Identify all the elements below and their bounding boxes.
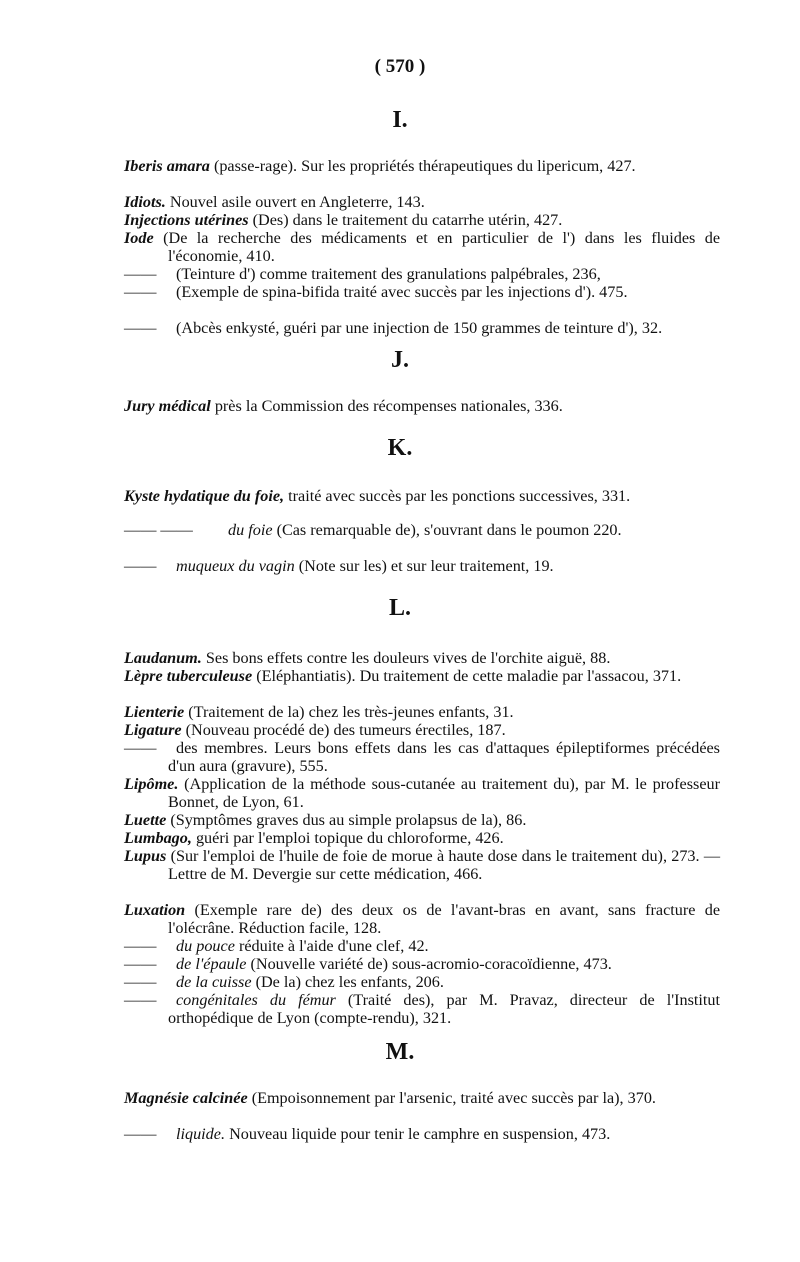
entry-headword: Lupus [124,847,167,865]
section-letter-j: J. [391,347,409,373]
index-entry [124,1126,720,1144]
entry-text: traité avec succès par les ponctions successives, 331. [288,487,631,505]
index-entry [124,830,720,848]
index-entry [124,320,720,338]
index-entry [124,266,720,284]
index-entry [124,704,720,722]
entry-headword: Luette [124,811,167,829]
entry-italic: de l'épaule [176,955,247,973]
entry-text: (Application de la méthode sous-cutanée au traitement du), par M. le professeur Bonnet, de Lyon, 61. [168,775,720,811]
entry-text: (Sur l'emploi de l'huile de foie de morue à haute dose dans le traitement du), 273. — Lettre de M. Devergie sur cette médication, 466. [168,847,721,883]
entry-headword: Ligature [124,721,182,739]
section-letter-l: L. [388,595,411,621]
entry-headword: Lipôme. [124,775,179,793]
entry-text: (De la recherche des médicaments et en particulier de l') dans les fluides de l'économie, 410. [163,229,721,265]
index-entry [124,158,720,176]
index-entry [124,230,720,265]
entry-italic: du pouce [176,937,235,955]
index-entry [124,194,720,212]
entry-text: (Traité des), par M. Pravaz, directeur de l'Institut orthopédique de Lyon (compte-rendu), 321. [168,991,720,1027]
index-entry [124,1090,720,1108]
entry-dash: —— [124,739,157,757]
entry-headword: Laudanum. [124,649,202,667]
index-entry [124,284,720,302]
entry-headword: Kyste hydatique du foie, [124,487,285,505]
entry-dash: —— [124,319,157,337]
entry-headword: Lèpre tuberculeuse [124,667,253,685]
entry-text: (Eléphantiatis). Du traitement de cette maladie par l'assacou, 371. [256,667,682,685]
entry-text: (De la) chez les enfants, 206. [255,973,444,991]
entry-dash: —— [124,955,157,973]
entry-text: près la Commission des récompenses nationales, 336. [214,397,563,415]
entry-dash: —— [124,283,157,301]
entry-text: guéri par l'emploi topique du chloroforme, 426. [195,829,504,847]
entry-dash: —— [124,937,157,955]
entry-text: (Exemple rare de) des deux os de l'avant-bras en avant, sans fracture de l'olécrâne. Réduction facile, 128. [168,901,720,937]
section-letter-i: I. [392,107,408,133]
index-entry [124,974,720,992]
entry-text: (Teinture d') comme traitement des granulations palpébrales, 236, [176,265,601,283]
entry-headword: Luxation [124,901,186,919]
entry-text: (Note sur les) et sur leur traitement, 19. [298,557,554,575]
entry-dash: —— [124,265,157,283]
entry-text: réduite à l'aide d'une clef, 42. [238,937,429,955]
index-entry [124,740,720,775]
entry-headword: Idiots. [124,193,166,211]
entry-headword: Magnésie calcinée [124,1089,248,1107]
index-entry [124,956,720,974]
index-entry [124,668,720,686]
entry-headword: Lumbago, [124,829,192,847]
index-entry [124,776,720,811]
entry-headword: Iode [124,229,154,247]
entry-text: (Symptômes graves dus au simple prolapsus de la), 86. [170,811,527,829]
entry-headword: Iberis amara [124,157,210,175]
entry-text: (Traitement de la) chez les très-jeunes enfants, 31. [188,703,514,721]
index-entry [124,558,720,576]
index-entry [124,848,720,883]
index-entry [124,938,720,956]
index-entry [124,650,720,668]
entry-text: (Des) dans le traitement du catarrhe utérin, 427. [252,211,563,229]
entry-text: (passe-rage). Sur les propriétés thérapeutiques du lipericum, 427. [213,157,636,175]
entry-text: des membres. Leurs bons effets dans les cas d'attaques épileptiformes précédées d'un aura (gravure), 555. [168,739,720,775]
entry-text: (Abcès enkysté, guéri par une injection de 150 grammes de teinture d'), 32. [176,319,663,337]
index-entry [124,212,720,230]
entry-headword: Lienterie [124,703,185,721]
entry-dash: —— [124,973,157,991]
entry-headword: Jury médical [124,397,211,415]
entry-italic: liquide. [176,1125,226,1143]
section-letter-k: K. [387,435,413,461]
index-entry [124,992,720,1027]
entry-dash: —— [124,991,157,1009]
index-entry [124,902,720,937]
entry-italic: du foie [228,521,273,539]
index-entry [124,522,720,540]
entry-text: (Nouvelle variété de) sous-acromio-coracoïdienne, 473. [250,955,612,973]
page-number: ( 570 ) [374,56,426,77]
index-entry [124,812,720,830]
entry-italic: muqueux du vagin [176,557,295,575]
section-letter-m: M. [385,1039,415,1065]
entry-dash: —— —— [124,521,193,539]
entry-text: (Exemple de spina-bifida traité avec succès par les injections d'). 475. [176,283,628,301]
entry-text: (Nouveau procédé de) des tumeurs érectiles, 187. [185,721,506,739]
entry-italic: congénitales du fémur [176,991,336,1009]
entry-text: Ses bons effets contre les douleurs vives de l'orchite aiguë, 88. [205,649,611,667]
entry-text: (Empoisonnement par l'arsenic, traité avec succès par la), 370. [251,1089,656,1107]
index-entry [124,722,720,740]
entry-text: (Cas remarquable de), s'ouvrant dans le poumon 220. [276,521,622,539]
entry-dash: —— [124,557,157,575]
entry-headword: Injections utérines [124,211,249,229]
index-entry [124,398,720,416]
entry-text: Nouveau liquide pour tenir le camphre en suspension, 473. [229,1125,611,1143]
index-entry [124,488,720,506]
entry-text: Nouvel asile ouvert en Angleterre, 143. [169,193,425,211]
entry-italic: de la cuisse [176,973,252,991]
entry-dash: —— [124,1125,157,1143]
